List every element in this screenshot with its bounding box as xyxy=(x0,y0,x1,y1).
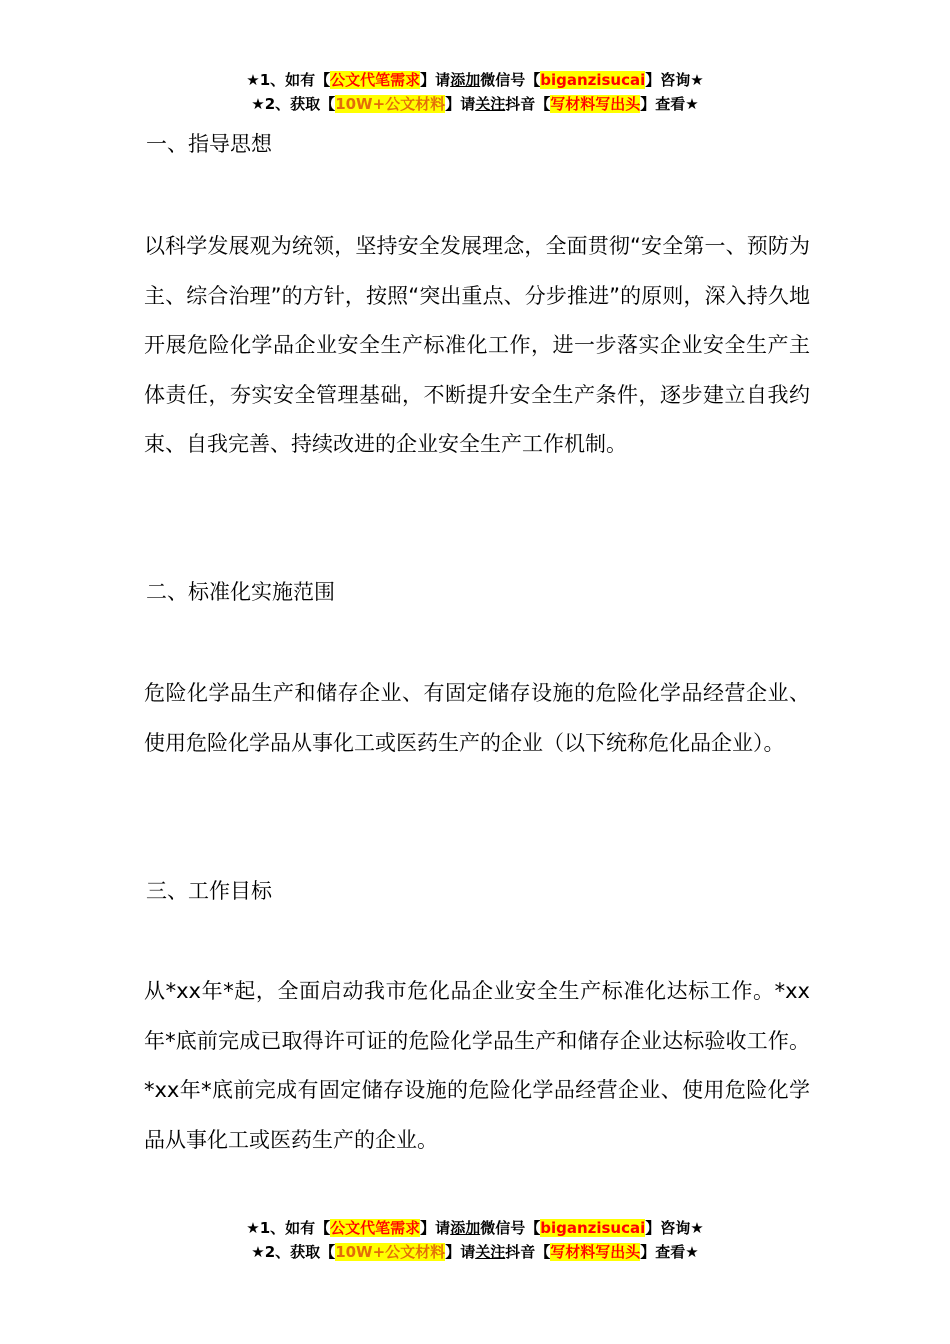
promo-highlight: 公文代笔需求 xyxy=(330,71,421,89)
promo-text: 】查看★ xyxy=(640,1243,699,1261)
promo-highlight: 10W+公文材料 xyxy=(335,95,446,113)
promo-text: 】请 xyxy=(420,1219,451,1237)
promo-banner-bottom xyxy=(0,1216,950,1264)
promo-text: 】请 xyxy=(445,95,476,113)
section-heading-work-goals: 三、工作目标 xyxy=(146,879,272,903)
promo-wechat-id: biganzisucai xyxy=(540,71,646,89)
promo-emphasis: 添加 xyxy=(450,1219,481,1237)
promo-douyin-id: 写材料写出头 xyxy=(550,95,641,113)
promo-line-1 xyxy=(0,1216,950,1240)
promo-text: 】咨询★ xyxy=(645,1219,704,1237)
promo-text: 】请 xyxy=(445,1243,476,1261)
promo-line-2 xyxy=(0,92,950,116)
promo-emphasis: 添加 xyxy=(450,71,481,89)
promo-emphasis: 关注 xyxy=(475,95,506,113)
promo-text: 】查看★ xyxy=(640,95,699,113)
section-body-scope: 危险化学品生产和储存企业、有固定储存设施的危险化学品经营企业、使用危险化学品从事化工或医药生产的企业（以下统称危化品企业）。 xyxy=(144,681,810,755)
promo-line-1 xyxy=(0,68,950,92)
promo-text: ★2、获取【 xyxy=(251,95,336,113)
promo-highlight: 公文代笔需求 xyxy=(330,1219,421,1237)
promo-douyin-id: 写材料写出头 xyxy=(550,1243,641,1261)
section-heading-scope: 二、标准化实施范围 xyxy=(146,580,335,604)
promo-emphasis: 关注 xyxy=(475,1243,506,1261)
promo-text: 】请 xyxy=(420,71,451,89)
promo-text: 微信号【 xyxy=(480,1219,541,1237)
promo-wechat-id: biganzisucai xyxy=(540,1219,646,1237)
promo-banner-top xyxy=(0,68,950,116)
promo-text: 微信号【 xyxy=(480,71,541,89)
section-heading-guiding-ideology: 一、指导思想 xyxy=(146,132,272,156)
promo-text: ★1、如有【 xyxy=(246,1219,331,1237)
section-body-guiding-ideology: 以科学发展观为统领，坚持安全发展理念，全面贯彻“安全第一、预防为主、综合治理”的方针，按照“突出重点、分步推进”的原则，深入持久地开展危险化学品企业安全生产标准化工作，进一步落实企业安全生产主体责任，夯实安全管理基础，不断提升安全生产条件，逐步建立自我约束、自我完善、持续改进的企业安全生产工作机制。 xyxy=(144,234,810,457)
promo-text: 抖音【 xyxy=(505,1243,551,1261)
promo-text: 】咨询★ xyxy=(645,71,704,89)
promo-highlight: 10W+公文材料 xyxy=(335,1243,446,1261)
promo-line-2 xyxy=(0,1240,950,1264)
promo-text: ★2、获取【 xyxy=(251,1243,336,1261)
promo-text: 抖音【 xyxy=(505,95,551,113)
section-body-work-goals: 从*xx年*起，全面启动我市危化品企业安全生产标准化达标工作。*xx年*底前完成已取得许可证的危险化学品生产和储存企业达标验收工作。*xx年*底前完成有固定储存设施的危险化学品经营企业、使用危险化学品从事化工或医药生产的企业。 xyxy=(144,979,810,1152)
promo-text: ★1、如有【 xyxy=(246,71,331,89)
